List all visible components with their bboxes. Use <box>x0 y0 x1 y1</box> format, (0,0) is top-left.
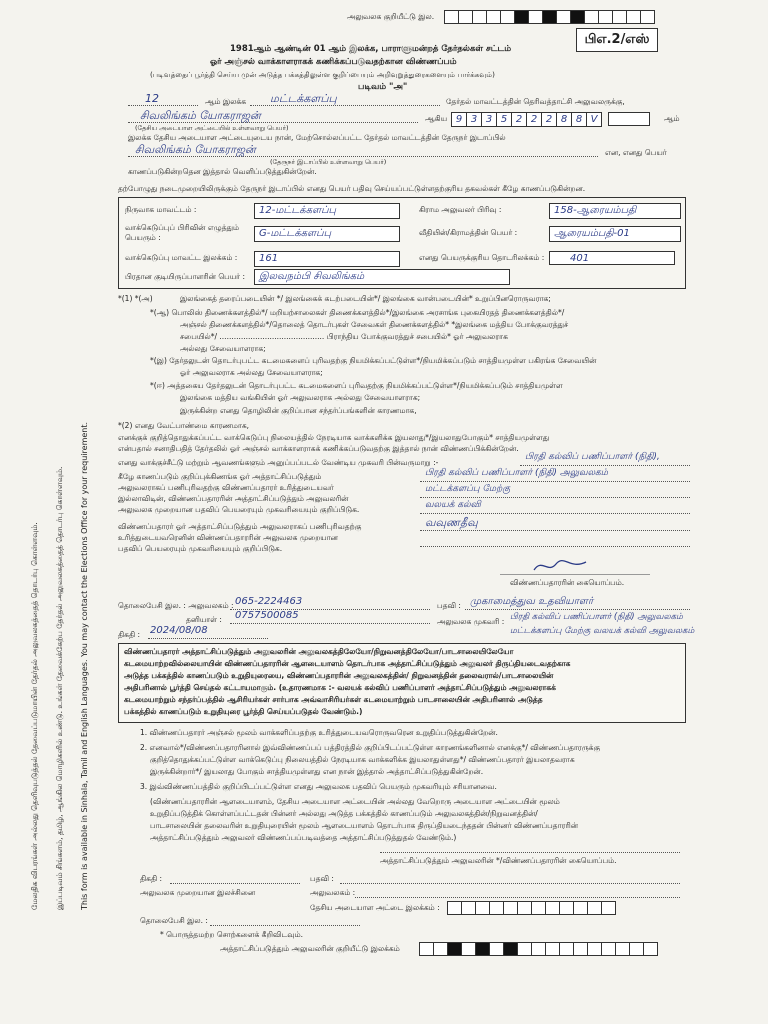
cert-1: 1. விண்ணப்பதாரர் அஞ்சல் மூலம் வாக்களிப்பதற்கு உரித்துடையவரொருவரென உறுதிப்படுத்துகின்றேன். <box>140 728 498 737</box>
sec1-b4: அல்லது சேவையாளராக; <box>180 344 266 353</box>
note2-line-3: பதவிப் பெயரையும் முகவரியையும் குறிப்பிடுக. <box>118 544 283 553</box>
footer-date-field[interactable] <box>170 883 300 884</box>
notice-line-5: கடமையாற்றும் சந்தர்ப்பத்தில் ஆசிரியர்கள் சார்பாக அவ்வாசிரியர்கள் கடமையாற்றும் பாடசாலையின் அதிபரினால் அடுத்த <box>124 695 543 704</box>
cert-2c: இருக்கின்றார்*/ இயலாது போகும் சாத்தியமுள்ளது என நான் இத்தால் அத்தாட்சிப்படுத்துகின்றேன். <box>150 767 484 776</box>
sec1-a: இலங்கைத் தரைப்படையின் */ இலங்கைக் கடற்படையின்*/ இலங்கை வான்படையின்* உறுப்பினரொருவராக; <box>180 294 551 303</box>
nic-digit-cell[interactable]: V <box>586 112 602 127</box>
street-field[interactable]: ஆரையம்பதி-01 <box>549 226 681 242</box>
footer-seal-label: அலுவலக முறையான இலச்சினை <box>140 888 256 897</box>
cert-code-cells[interactable] <box>420 942 658 956</box>
register-name[interactable]: சிவலிங்கம் யோகராஜன் <box>135 143 256 156</box>
side-notes <box>20 150 100 910</box>
sec1-c2: ஓர் அலுவலராக அல்லது சேவையாளராக; <box>180 368 323 377</box>
mobile-value[interactable]: 0757500085 <box>235 610 299 621</box>
register-label: (தேருநர் இடாப்பில் உள்ளவாறு பெயர்) <box>270 158 387 166</box>
office-code-label: அலுவலக குறியீட்டு இல. <box>347 12 435 21</box>
mobile-label: தனியாள் : <box>186 615 222 624</box>
note2-value[interactable]: வவுணதீவு <box>425 516 478 529</box>
form-number: பிஎ.2/எஸ் <box>576 28 658 52</box>
serial-no-label: எனது பெயருக்குரிய தொடரிலக்கம் : <box>419 253 545 262</box>
nic-digit-cells[interactable] <box>452 112 602 127</box>
admin-district-label: நிருவாக மாவட்டம் : <box>125 205 197 214</box>
certifier-signature-label: அத்தாட்சிப்படுத்தும் அலுவலரின் */விண்ணப்பதாரரின் கையொப்பம். <box>380 856 617 865</box>
address-line-1[interactable]: பிரதி கல்விப் பணிப்பாளர் (நிதி), <box>525 452 660 462</box>
footer-office-field[interactable] <box>355 897 680 898</box>
form-instruction: (படிவத்தைப் பூர்த்தி செய்ய முன் அடுத்த பக்கத்திலுள்ள குறிப்பையும் அறிவுறுத்துரைகளையும் பார்க்கவும்) <box>150 70 495 79</box>
applicant-signature-mark <box>530 556 590 576</box>
office-address-label: அலுவலக முகவரி : <box>437 617 505 626</box>
sec1-b2: அஞ்சல் திணைக்களத்தில்*/தொலைத் தொடர்புகள் சேவைகள் திணைக்களத்தில்* *இலங்கை மத்திய போக்குவரத்துச் <box>180 320 569 329</box>
nic-name-label: (தேசிய அடையாள அட்டையில் உள்ளவாறு பெயர்) <box>135 124 289 132</box>
notice-line-1: விண்ணப்பதாரர் அத்தாட்சிப்படுத்தும் அலுவலரின் அலுவலகத்திலேயோ/நிறுவனத்திலேயோ/பாடசாலையிலேயோ <box>124 647 514 656</box>
side-note-2: இப்படிவம் சிங்களம், தமிழ், ஆங்கில மொழிகளில் உண்டு. உங்கள் தேவைக்கேற்ப தேர்தல் அலுவலகத்தைத் தொடர்பு கொள்ளவும். <box>55 466 64 910</box>
cert-code-label: அத்தாட்சிப்படுத்தும் அலுவலரின் குறியீட்டு இலக்கம் <box>220 944 400 953</box>
sec1-d3: இருக்கின்ற எனது தொழிலின் குறிப்பான சந்தர்ப்பங்களின் காரணமாக, <box>180 406 417 415</box>
form-title: ஓர் அஞ்சல் வாக்காளராகக் கணிக்கப்படுவதற்கான விண்ணப்பம் <box>210 57 457 67</box>
polling-division-label: வாக்கெடுப்புப் பிரிவின் எழுத்தும் பெயரும் : <box>125 223 240 242</box>
sec1-d1: *(ஈ) அத்தகைய தேர்தலுடன் தொடர்புபட்ட கடமைகளைப் புரிவதற்கு நியமிக்கப்பட்டுள்ள*/நியமிக்கப்படும் சாத்தியமுள்ள <box>150 381 563 390</box>
nic-suffix: ஆம் <box>664 114 680 123</box>
nic-digit-cell[interactable]: 5 <box>496 112 512 127</box>
nic-digit-cell[interactable]: 8 <box>556 112 572 127</box>
side-note-3: This form is available in Sinhala, Tamil and English Languages. You may contact the Elections Office for your requirement. <box>80 421 89 910</box>
sec1-b1: *(ஆ) பொலிஸ் திணைக்களத்தில்*/ மறியற்சாலைகள் திணைக்களத்தில்*/இலங்கை அரசாங்க புகையிரதத் திணைக்களத்தில்*/ <box>150 308 565 317</box>
notice-line-4: அதிபரினால் பூர்த்தி செய்தல் கட்டாயமாகும். (உதாரணமாக :- வலயக் கல்விப் பணிப்பாளர் அத்தாட்சிப்படுத்தும் அலுவலராகக் <box>124 683 556 692</box>
note1-line-1: கீழே காணப்படும் குறிப்புக்கிணங்க ஓர் அத்தாட்சிப்படுத்தும் <box>118 472 322 481</box>
nic-digit-cell[interactable]: 3 <box>466 112 482 127</box>
note1-value-2[interactable]: மட்டக்களப்பு மேற்கு <box>425 484 511 494</box>
nic-digit-cell[interactable]: 2 <box>526 112 542 127</box>
nic-digit-cell[interactable]: 3 <box>481 112 497 127</box>
street-label: வீதியின்/கிராமத்தின் பெயர் : <box>419 228 518 237</box>
polling-division-field[interactable]: G-மட்டக்களப்பு <box>254 226 400 242</box>
footer-office-label: அலுவலகம் : <box>310 888 356 897</box>
note1-value-3[interactable]: வலயக் கல்வி <box>425 500 481 510</box>
nic-digit-cell[interactable]: 2 <box>541 112 557 127</box>
sec1-b3: சபையில்*/ ............................................ பிராந்திய போக்குவரத்துச் சபையில்* ஓர் அலுவலராக <box>180 332 508 341</box>
district-no[interactable]: 12 <box>145 92 159 105</box>
cert-p2: உறுதிப்படுத்திக் கொள்ளப்பட்டதன் பின்னர் அல்லது அடுத்த பக்கத்தில் காணப்படும் அலுவலகத்தின்/நிறுவனத்தின்/ <box>150 809 538 818</box>
notice-line-3: அடுத்த பக்கத்தில் காணப்படும் உறுதியுரையை, விண்ணப்பதாரரின் அலுவலகத்தின்/ நிறுவனத்தின் தலைவரால்/பாடசாலையின் <box>124 671 554 680</box>
act-line: 1981ஆம் ஆண்டின் 01 ஆம் இலக்க, பாராளுமன்றத் தேர்தல்கள் சட்டம் <box>230 44 512 54</box>
notice-box <box>118 643 686 723</box>
cert-2b: குறித்தொதுக்கப்பட்டுள்ள வாக்கெடுப்பு நிலையத்தில் நேரடியாக வாக்களிக்க இயலாதுள்ளது*/ விண்ணப்பதாரர் இயலாதவராக <box>150 755 575 764</box>
footer-phone-field[interactable] <box>210 925 360 926</box>
note1-line-2: அலுவலராகப் பணிபுரிவதற்கு விண்ணப்பதாரர் உரித்துடையவர் <box>118 483 334 492</box>
to-officer: தேர்தல் மாவட்டத்தின் தெரிவத்தாட்சி அலுவலருக்கு, <box>446 97 625 106</box>
sec2-l2: எனக்குக் குறித்தொதுக்கப்பட்ட வாக்கெடுப்பு நிலையத்தில் நேரடியாக வாக்களிக்க இயலாது*/இயலாதுபோகும்* சாத்தியமுள்ளது <box>118 433 550 442</box>
footer-nic-cells[interactable] <box>448 901 616 915</box>
polling-no-field[interactable]: 161 <box>254 251 400 267</box>
household-field[interactable]: இலவநம்பி சிவலிங்கம் <box>254 269 510 285</box>
footer-date-label: திகதி : <box>140 874 162 883</box>
note2-line-1: விண்ணப்பதாரர் ஓர் அத்தாட்சிப்படுத்தும் அலுவலராகப் பணிபுரிவதற்கு <box>118 522 362 531</box>
footer-nic-label: தேசிய அடையாள அட்டை இலக்கம் : <box>310 903 440 912</box>
intro-line4: தற்போழுது நடைமுறையிலிருக்கும் தேருநர் இடாப்பில் எனது பெயர் பதிவு செய்யப்பட்டுள்ளதற்குரிய தகவல்கள் கீழே காணப்படுகின்றன. <box>118 184 586 193</box>
form-label: படிவம் "அ" <box>358 82 408 92</box>
registration-table <box>118 197 686 289</box>
household-label: பிரதான குடியிருப்பாளரின் பெயர் : <box>125 272 245 281</box>
sec1-c1: *(இ) தேர்தலுடன் தொடர்புபட்ட கடமைகளைப் புரிவதற்கு நியமிக்கப்பட்டுள்ள*/நியமிக்கப்படும் சாத்தியமுள்ள பகிரங்க சேவையின் <box>150 356 597 365</box>
cert-2a: 2. எனவால்*/விண்ணப்பதாரரினால் இவ்விண்ணப்பப் பத்திரத்தில் குறிப்பிடப்பட்டுள்ள காரணங்களினால் எனக்கு*/ விண்ணப்பதாரருக்கு <box>140 743 601 752</box>
cert-p4: அத்தாட்சிப்படுத்தும் அலுவலர் விண்ணப்பப்படிவத்தை அத்தாட்சிப்படுத்துதல் வேண்டும்.) <box>150 833 457 842</box>
admin-district-field[interactable]: 12-மட்டக்களப்பு <box>254 203 400 219</box>
applicant-name[interactable]: சிவலிங்கம் யோகராஜன் <box>140 109 261 122</box>
strike-note: * பொருத்தமற்ற சொற்களைக் கீறிவிடவும். <box>160 930 304 939</box>
gn-division-label: கிராம அலுவலர் பிரிவு : <box>419 205 502 214</box>
cert-3: 3. இவ்விண்ணப்பத்தில் குறிப்பிடப்பட்டுள்ள எனது அலுவலக பதவிப் பெயரும் முகவரியும் சரியானவை. <box>140 782 497 791</box>
side-note-1: மேலதிக விபரங்கள் அல்லது தெளிவுபடுத்தல் தேவைப்படுமாயின் தேர்தல் அலுவலகத்தைத் தொடர்பு கொள்ளவும். <box>30 522 39 910</box>
intro-line2: இலக்க தேசிய அடையாள அட்டையுடைய நான், மேற்சொல்லப்பட்ட தேர்தல் மாவட்டத்தின் தேருநர் இடாப்பில் <box>128 133 506 142</box>
register-suffix: என, எனது பெயர் <box>605 148 667 157</box>
post-label: பதவி : <box>437 601 461 610</box>
sec2-l1: *(2) எனது வேட்பாண்மை காரணமாக, <box>118 421 250 430</box>
district-name[interactable]: மட்டக்களப்பு <box>270 92 337 105</box>
date-label: திகதி : <box>118 630 140 639</box>
footer-phone-label: தொலைபேசி இல. : <box>140 916 208 925</box>
footer-post-label: பதவி : <box>310 874 334 883</box>
nic-digit-cell[interactable]: 2 <box>511 112 527 127</box>
office-phone-label: தொலைபேசி இல. : அலுவலகம் : <box>118 601 234 610</box>
note1-line-4: அலுவலக முறையான பதவிப் பெயரையும் முகவரியையும் குறிப்பிடுக. <box>118 505 360 514</box>
notice-line-2: கடமையாற்றவில்லையாயின் விண்ணப்பதாரரின் ஆளடையாளம் தொடர்பாக அத்தாட்சிப்படுத்தும் அலுவலர் திருப்தியடைவதற்காக <box>124 659 571 668</box>
intro-line3: காணப்படுகின்றதென இத்தால் வெளிப்படுத்துகின்றேன். <box>128 167 317 176</box>
date-value[interactable]: 2024/08/08 <box>150 625 208 636</box>
footer-post-field[interactable] <box>340 883 680 884</box>
notice-line-6: பக்கத்தில் காணப்படும் உறுதியுரை பூர்த்தி செய்யப்படுதல் வேண்டும்.) <box>124 707 363 716</box>
applicant-signature-label: விண்ணப்பதாரரின் கையொப்பம். <box>510 578 625 587</box>
sec2-address-label: எனது வாக்குச்சீட்டு மற்றும் ஆவணங்களும் அனுப்பப்படல் வேண்டிய முகவரி பின்வருமாறு :- <box>118 458 439 467</box>
sec1-d2: இலங்கை மத்திய வங்கியின் ஓர் அலுவலராக அல்லது சேவையாளராக; <box>180 393 421 402</box>
note2-line-2: உரித்துடையவரெனின் விண்ணப்பதாரரின் அலுவலக முறையான <box>118 533 338 542</box>
serial-no-field[interactable]: 401 <box>549 251 675 265</box>
sec1-intro: *(1) *(அ) <box>118 294 153 303</box>
office-address-value-2[interactable]: மட்டக்களப்பு மேற்கு வலயக் கல்வி அலுவலகம் <box>510 626 695 636</box>
note1-value-1[interactable]: பிரதி கல்விப் பணிப்பாளர் (நிதி) அலுவலகம் <box>425 468 609 478</box>
district-suffix: ஆம் இலக்க <box>205 97 247 106</box>
polling-no-label: வாக்கெடுப்பு மாவட்ட இலக்கம் : <box>125 253 238 262</box>
gn-division-field[interactable]: 158-ஆரையம்பதி <box>549 203 681 219</box>
office-phone-value[interactable]: 065-2224463 <box>235 596 303 607</box>
nic-prefix: ஆகிய <box>425 114 448 123</box>
sec2-l3: என்பதால் சனாதிபதித் தேர்தலில் ஓர் அஞ்சல் வாக்காளராகக் கணிக்கப்படுவதற்கு இத்தால் நான் விண்ணப்பிக்கின்றேன். <box>118 444 519 453</box>
nic-digit-cell[interactable]: 8 <box>571 112 587 127</box>
office-code-cells[interactable] <box>445 10 655 24</box>
post-value[interactable]: முகாமைத்துவ உதவியாளர் <box>470 596 594 607</box>
cert-p3: பாடசாலையின் தலைவரின் உறுதியுரையின் மூலம் ஆளடையாளம் தொடர்பாக திருப்தியடைந்ததன் பின்னர் விண்ணப்பதாரரின் <box>150 821 579 830</box>
cert-p1: (விண்ணப்பதாரரின் ஆளடையாளம், தேசிய அடையாள அட்டையின் அல்லது வேறொரு அடையாள அட்டையின் மூலம் <box>150 797 560 806</box>
note1-line-3: இல்லாவிடின், விண்ணப்பதாரரின் அத்தாட்சிப்படுத்தும் அலுவலரின் <box>118 494 349 503</box>
office-address-value-1[interactable]: பிரதி கல்விப் பணிப்பாளர் (நிதி) அலுவலகம் <box>510 612 683 622</box>
nic-digit-cell[interactable]: 9 <box>451 112 467 127</box>
